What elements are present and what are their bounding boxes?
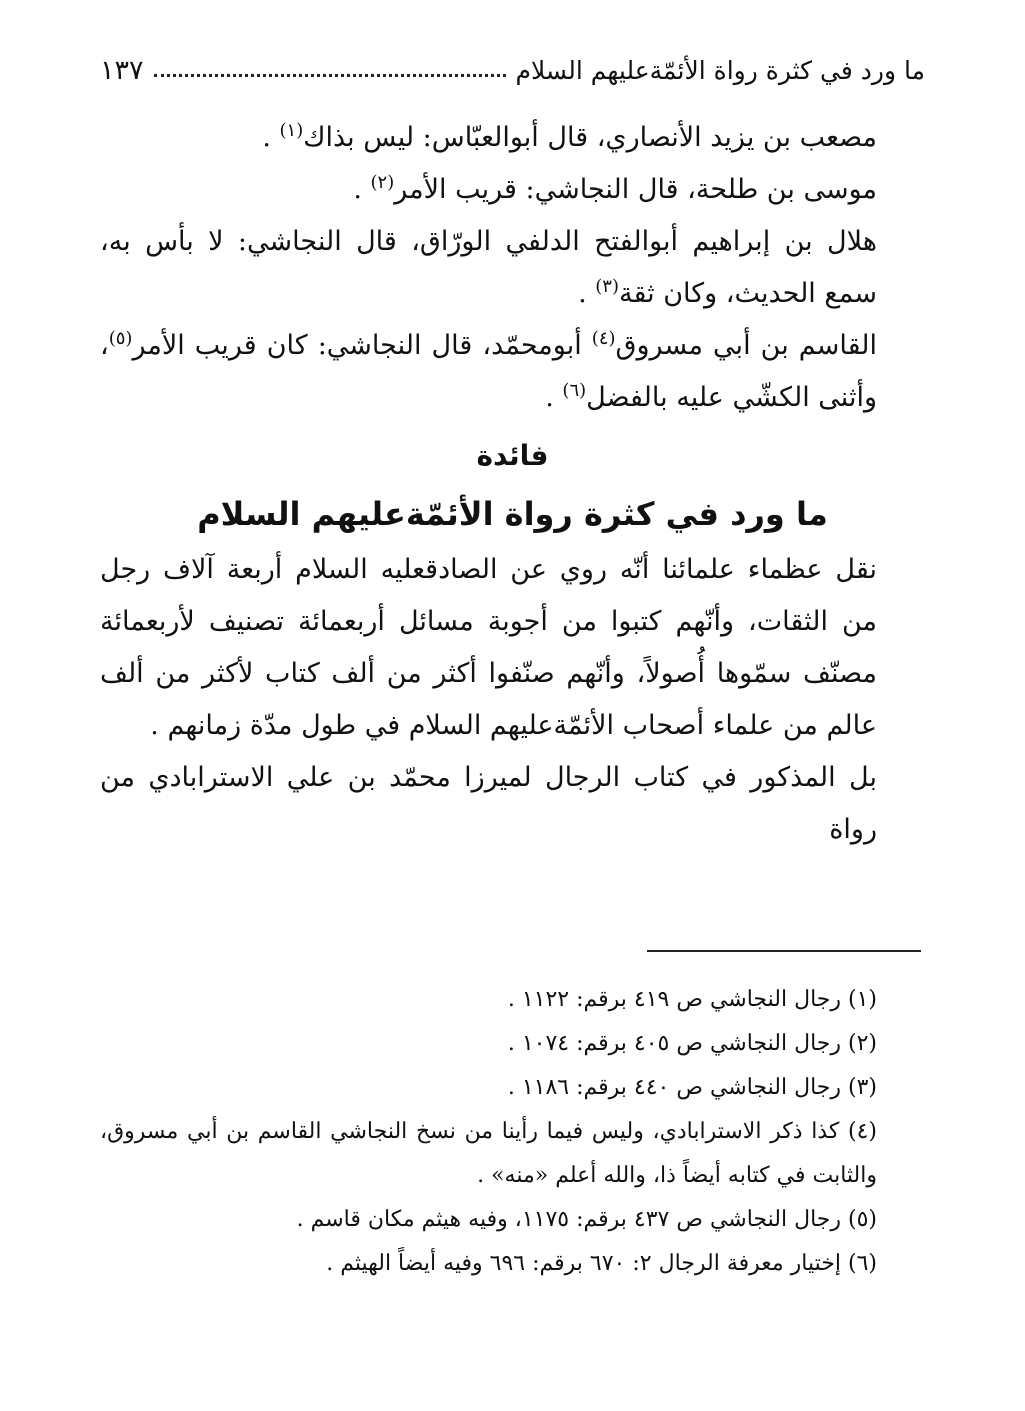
footnote-4: (٤) كذا ذكر الاسترابادي، وليس فيما رأينا من نسخ النجاشي القاسم بن أبي مسروق، والثابت في كتابه أيضاً ذا، والله أعلم «منه» . xyxy=(100,1119,877,1188)
footnote-ref-1: (١) xyxy=(279,120,304,141)
main-text xyxy=(100,112,925,856)
paragraph-1-text: مصعب بن يزيد الأنصاري، قال أبوالعبّاس: ليس بذاك xyxy=(303,122,877,153)
footnote-ref-5: (٥) xyxy=(108,328,133,349)
footnote-ref-2: (٢) xyxy=(370,172,395,193)
section-heading: ما ورد في كثرة رواة الأئمّةعليهم السلام xyxy=(197,495,828,533)
paragraph-3: هلال بن إبراهيم أبوالفتح الدلفي الورّاق، قال النجاشي: لا بأس به، سمع الحديث، وكان ثقة$^{(٣)}$ . xyxy=(100,226,877,309)
header-dot-leader xyxy=(154,74,506,77)
paragraph-4-text-b: أبومحمّد، قال النجاشي: كان قريب الأمر xyxy=(132,330,592,361)
footnote-2: (٢) رجال النجاشي ص ٤٠٥ برقم: ١٠٧٤ . xyxy=(507,1031,877,1056)
paragraph-2: موسى بن طلحة، قال النجاشي: قريب الأمر$^{(٢)}$ . xyxy=(353,172,877,205)
header-title: ما ورد في كثرة رواة الأئمّةعليهم السلام xyxy=(515,55,925,85)
footnote-ref-4: (٤) xyxy=(591,328,616,349)
footnote-6: (٦) إختيار معرفة الرجال ٢: ٦٧٠ برقم: ٦٩٦ وفيه أيضاً الهيثم . xyxy=(326,1251,877,1276)
footnote-1: (١) رجال النجاشي ص ٤١٩ برقم: ١١٢٢ . xyxy=(507,987,877,1012)
footnote-ref-6: (٦) xyxy=(562,380,587,401)
paragraph-6: بل المذكور في كتاب الرجال لميرزا محمّد بن علي الاسترابادي من رواة xyxy=(100,762,877,845)
footnote-ref-3: (٣) xyxy=(595,276,619,297)
footnotes xyxy=(100,978,925,1286)
page-number: ١٣٧ xyxy=(100,54,144,86)
footnote-5: (٥) رجال النجاشي ص ٤٣٧ برقم: ١١٧٥، وفيه هيثم مكان قاسم . xyxy=(296,1207,877,1232)
paragraph-2-text: موسى بن طلحة، قال النجاشي: قريب الأمر xyxy=(394,174,877,205)
paragraph-3-text: هلال بن إبراهيم أبوالفتح الدلفي الورّاق، قال النجاشي: لا بأس به، سمع الحديث، وكان ثقة xyxy=(100,226,877,309)
paragraph-4-text-a: القاسم بن أبي مسروق xyxy=(615,330,877,361)
paragraph-5: نقل عظماء علمائنا أنّه روي عن الصادقعليه السلام أربعة آلاف رجل من الثقات، وأنّهم كتبوا من أجوبة مسائل أربعمائة تصنيف لأربعمائة مصنّف سمّوها أُصولاً، وأنّهم صنّفوا أكثر من ألف كتاب لأكثر من ألف عالم من علماء أصحاب الأئمّةعليهم السلام في طول مدّة زمانهم . xyxy=(100,554,877,741)
running-header xyxy=(100,48,925,92)
paragraph-4: القاسم بن أبي مسروق$^{(٤)}$ أبومحمّد، قال النجاشي: كان قريب الأمر$^{(٥)}$، وأثنى الكشّي عليه بالفضل$^{(٦)}$ . xyxy=(100,328,877,413)
footnote-3: (٣) رجال النجاشي ص ٤٤٠ برقم: ١١٨٦ . xyxy=(507,1075,877,1100)
paragraph-4-text-c: ، وأثنى الكشّي عليه بالفضل xyxy=(100,330,877,413)
footnote-separator xyxy=(647,950,921,952)
paragraph-1: مصعب بن يزيد الأنصاري، قال أبوالعبّاس: ليس بذاك$^{(١)}$ . xyxy=(262,120,877,153)
section-label: فائدة xyxy=(476,439,549,472)
